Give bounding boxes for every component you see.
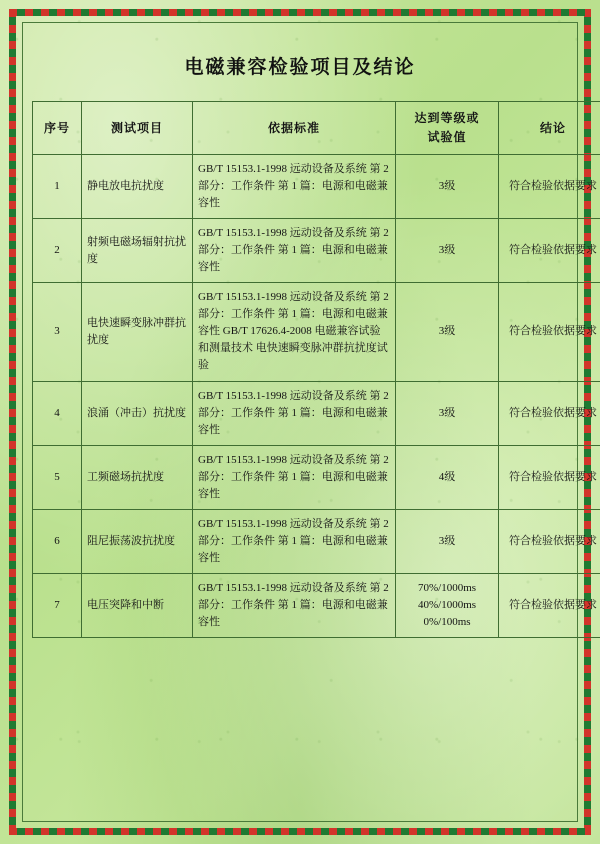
- cell-standard: GB/T 15153.1-1998 远动设备及系统 第 2 部分：工作条件 第 1 篇：电源和电磁兼容性: [193, 381, 396, 445]
- cell-conclusion: 符合检验依据要求: [499, 219, 600, 283]
- cell-no: 6: [33, 509, 82, 573]
- cell-item: 浪涌（冲击）抗扰度: [82, 381, 193, 445]
- table-row: [33, 381, 600, 445]
- cell-standard: GB/T 15153.1-1998 远动设备及系统 第 2 部分：工作条件 第 1 篇：电源和电磁兼容性: [193, 445, 396, 509]
- page-title: 电磁兼容检验项目及结论: [184, 57, 416, 78]
- table-header: [33, 102, 600, 155]
- cell-grade: 3级: [396, 155, 499, 219]
- cell-grade-line: 70%/1000ms: [417, 581, 477, 594]
- cell-conclusion: 符合检验依据要求: [499, 381, 600, 445]
- cell-item: 射频电磁场辐射抗扰度: [82, 219, 193, 283]
- table-row: [33, 283, 600, 381]
- cell-standard: GB/T 15153.1-1998 远动设备及系统 第 2 部分：工作条件 第 1 篇：电源和电磁兼容性: [193, 573, 396, 637]
- table-row: [33, 509, 600, 573]
- column-header-standard: 依据标准: [193, 102, 396, 155]
- emc-test-table: [32, 101, 600, 638]
- document-content: [32, 30, 597, 814]
- column-header-grade-line2: 试验值: [427, 130, 467, 144]
- cell-no: 1: [33, 155, 82, 219]
- cell-item: 电快速瞬变脉冲群抗扰度: [82, 283, 193, 381]
- cell-item: 静电放电抗扰度: [82, 155, 193, 219]
- column-header-no: 序号: [33, 102, 82, 155]
- cell-conclusion: 符合检验依据要求: [499, 155, 600, 219]
- column-header-grade-line1: 达到等级或: [414, 111, 480, 126]
- cell-grade: 3级: [396, 509, 499, 573]
- column-header-conclusion: 结论: [499, 102, 600, 155]
- cell-grade-line: 40%/1000ms: [417, 598, 477, 611]
- cell-conclusion: 符合检验依据要求: [499, 509, 600, 573]
- cell-grade-line: 0%/100ms: [423, 616, 471, 629]
- cell-conclusion: 符合检验依据要求: [499, 573, 600, 637]
- cell-grade: 4级: [396, 445, 499, 509]
- table-row: [33, 219, 600, 283]
- cell-item: 电压突降和中断: [82, 573, 193, 637]
- cell-grade: 3级: [396, 283, 499, 381]
- cell-no: 2: [33, 219, 82, 283]
- cell-grade: 3级: [396, 381, 499, 445]
- column-header-item: 测试项目: [82, 102, 193, 155]
- cell-no: 4: [33, 381, 82, 445]
- table-body: [33, 155, 600, 638]
- table-row: [33, 155, 600, 219]
- table-row: [33, 445, 600, 509]
- cell-grade: 3级: [396, 219, 499, 283]
- cell-no: 5: [33, 445, 82, 509]
- cell-standard: GB/T 15153.1-1998 远动设备及系统 第 2 部分：工作条件 第 1 篇：电源和电磁兼容性: [193, 155, 396, 219]
- cell-no: 7: [33, 573, 82, 637]
- cell-item: 阻尼振荡波抗扰度: [82, 509, 193, 573]
- cell-standard: GB/T 15153.1-1998 远动设备及系统 第 2 部分：工作条件 第 1 篇：电源和电磁兼容性: [193, 509, 396, 573]
- cell-conclusion: 符合检验依据要求: [499, 283, 600, 381]
- cell-no: 3: [33, 283, 82, 381]
- cell-standard: GB/T 15153.1-1998 远动设备及系统 第 2 部分：工作条件 第 1 篇：电源和电磁兼容性: [193, 219, 396, 283]
- column-header-grade: [396, 102, 499, 155]
- table-row: [33, 573, 600, 637]
- table-header-row: [33, 102, 600, 155]
- cell-item: 工频磁场抗扰度: [82, 445, 193, 509]
- cell-grade-multiline: [396, 573, 499, 637]
- cell-standard: GB/T 15153.1-1998 远动设备及系统 第 2 部分：工作条件 第 1 篇：电源和电磁兼容性 GB/T 17626.4-2008 电磁兼容试验和测量技术 电快速瞬变脉冲群抗扰度试验: [193, 283, 396, 381]
- cell-conclusion: 符合检验依据要求: [499, 445, 600, 509]
